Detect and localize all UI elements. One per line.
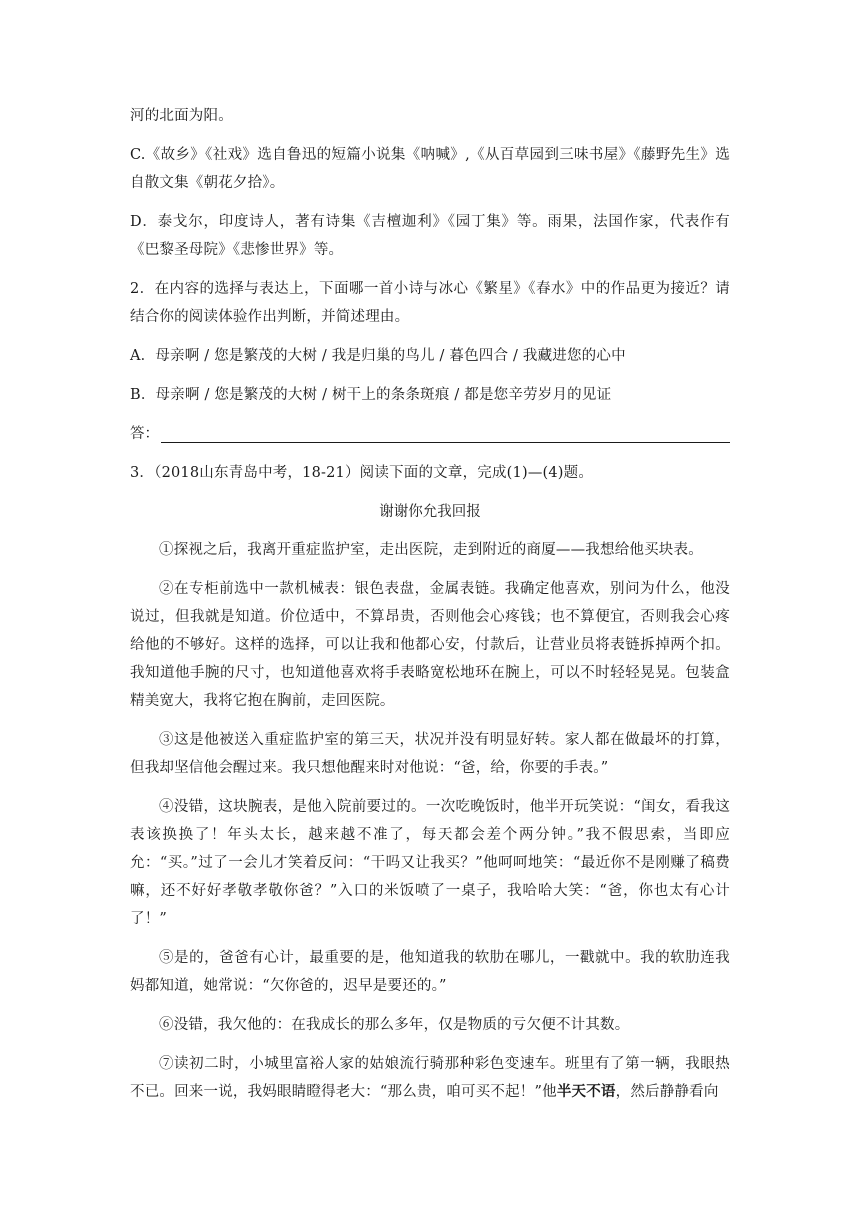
poem-option-a: A．母亲啊 / 您是繁茂的大树 / 我是归巢的鸟儿 / 暮色四合 / 我藏进您的心中 <box>130 348 626 364</box>
answer-label: 答： <box>130 426 159 442</box>
article-paragraph-7 <box>130 1050 730 1106</box>
article-paragraph-1: ①探视之后，我离开重症监护室，走出医院，走到附近的商厦——我想给他买块表。 <box>159 542 703 558</box>
poem-option-b: B．母亲啊 / 您是繁茂的大树 / 树干上的条条斑痕 / 都是您辛劳岁月的见证 <box>130 387 612 403</box>
prev-paragraph-end: 河的北面为阳。 <box>130 108 233 124</box>
answer-line[interactable] <box>130 420 730 448</box>
article-paragraph-2: ②在专柜前选中一款机械表：银色表盘，金属表链。我确定他喜欢，别问为什么，他没说过，但我就是知道。价位适中，不算昂贵，否则他会心疼钱；也不算便宜，否则我会心疼给他的不够好。这样的选择，可以让我和他都心安，付款后，让营业员将表链拆掉两个扣。我知道他手腕的尺寸，也知道他喜欢将手表略宽松地环在腕上，可以不时轻轻晃晃。包装盒精美宽大，我将它抱在胸前，走回医院。 <box>130 581 730 709</box>
article-paragraph-3: ③这是他被送入重症监护室的第三天，状况并没有明显好转。家人都在做最坏的打算，但我却坚信他会醒过来。我只想他醒来时对他说：“爸，给，你要的手表。” <box>130 732 730 776</box>
option-d: D．泰戈尔，印度诗人，著有诗集《吉檀迦利》《园丁集》等。雨果，法国作家，代表作有《巴黎圣母院》《悲惨世界》等。 <box>130 214 730 258</box>
article-paragraph-6: ⑥没错，我欠他的：在我成长的那么多年，仅是物质的亏欠便不计其数。 <box>159 1017 630 1033</box>
question-2: 2．在内容的选择与表达上，下面哪一首小诗与冰心《繁星》《春水》中的作品更为接近？请结合你的阅读体验作出判断，并简述理由。 <box>130 281 730 325</box>
article-paragraph-5: ⑤是的，爸爸有心计，最重要的是，他知道我的软肋在哪儿，一戳就中。我的软肋连我妈都知道，她常说：“欠你爸的，迟早是要还的。” <box>130 950 730 994</box>
p7-text-end: ，然后静静看向 <box>615 1084 719 1100</box>
answer-blank[interactable] <box>161 422 730 443</box>
article-paragraph-4: ④没错，这块腕表，是他入院前要过的。一次吃晚饭时，他半开玩笑说：“闺女，看我这表该换换了！年头太长，越来越不准了，每天都会差个两分钟。”我不假思索，当即应允：“买。”过了一会儿才笑着反问：“干吗又让我买？”他呵呵地笑：“最近你不是刚赚了稿费嘛，还不好好孝敬孝敬你爸？”入口的米饭喷了一桌子，我哈哈大笑：“爸，你也太有心计了！” <box>130 799 730 927</box>
document-page <box>130 102 730 1117</box>
article-title: 谢谢你允我回报 <box>379 504 481 520</box>
p7-text-start: ⑦读初二时，小城里富裕人家的姑娘流行骑那种彩色变速车。班里有了第一辆，我眼热不已。回来一说，我妈眼睛瞪得老大：“那么贵，咱可买不起！”他 <box>130 1056 730 1100</box>
option-c: C.《故乡》《社戏》选自鲁迅的短篇小说集《呐喊》,《从百草园到三味书屋》《藤野先生》选自散文集《朝花夕拾》。 <box>130 147 730 191</box>
question-3: 3．（2018山东青岛中考，18-21）阅读下面的文章，完成(1)—(4)题。 <box>130 465 594 481</box>
p7-bold-phrase: 半天不语 <box>556 1083 616 1100</box>
